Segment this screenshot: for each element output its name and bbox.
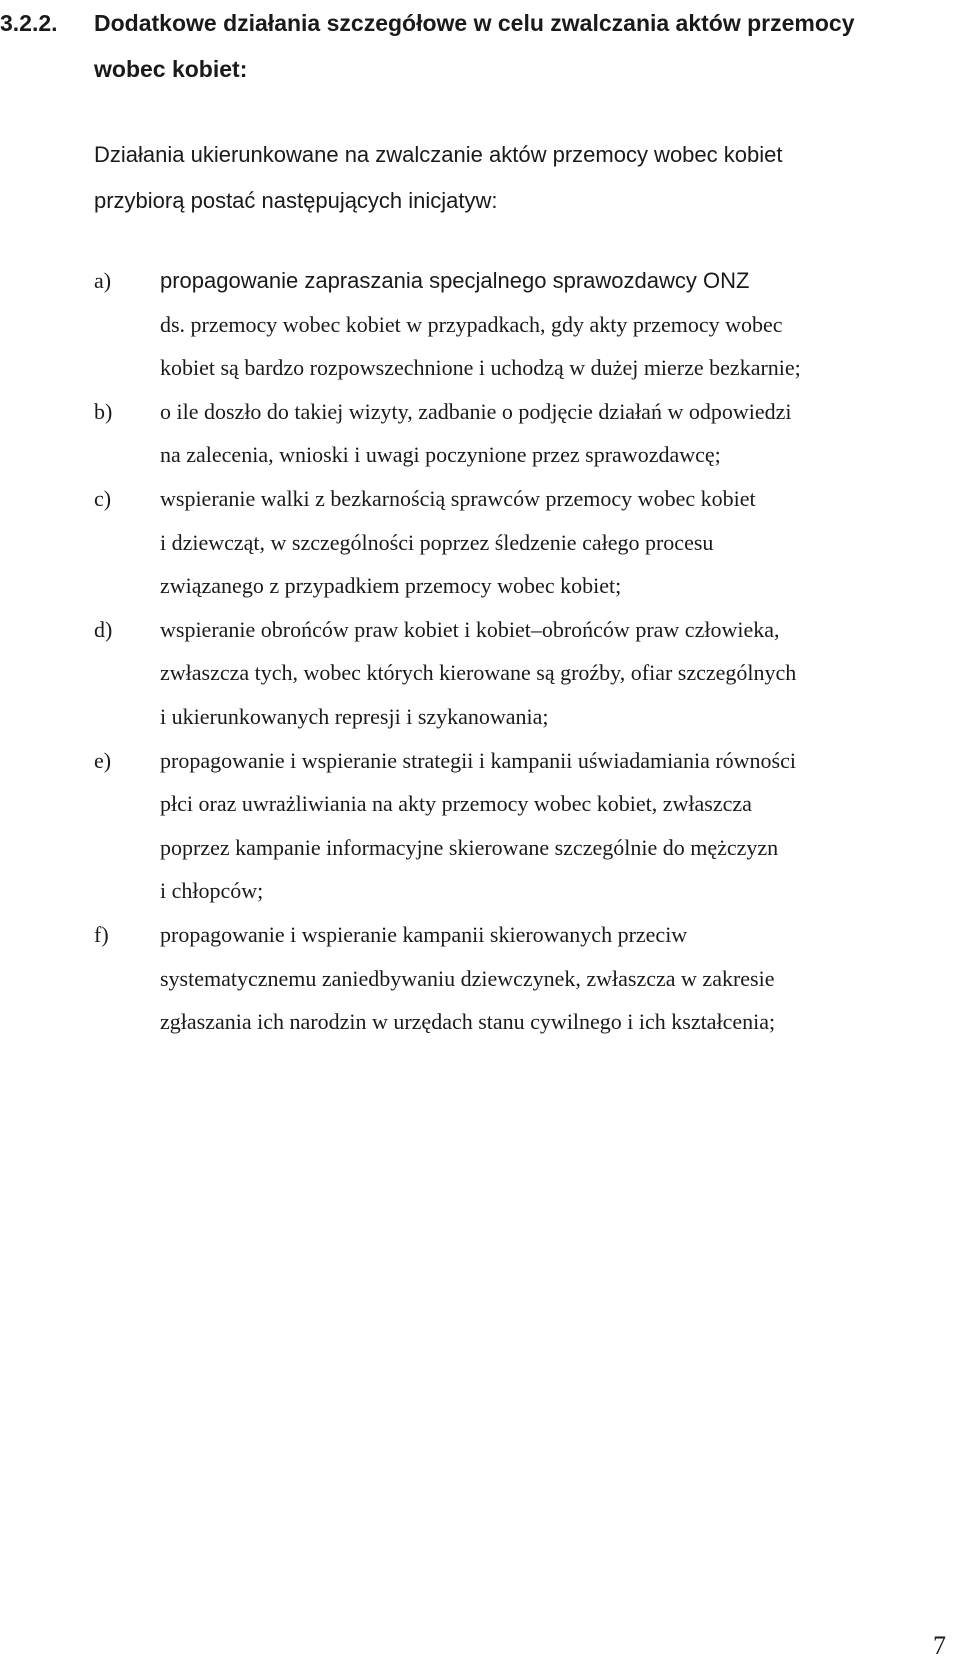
list-marker: c) (94, 485, 112, 511)
section-number: 3.2.2. (0, 10, 58, 36)
list-item-line: i dziewcząt, w szczególności poprzez śledzenie całego procesu (160, 529, 714, 555)
list-item-line: zwłaszcza tych, wobec których kierowane są groźby, ofiar szczególnych (160, 660, 797, 686)
list-item-line: ds. przemocy wobec kobiet w przypadkach, gdy akty przemocy wobec (160, 311, 783, 337)
list-marker: d) (94, 616, 113, 642)
list-marker: a) (94, 268, 112, 293)
section-title (94, 0, 900, 92)
list-item-line: i chłopców; (160, 878, 264, 904)
list-item-d (94, 608, 924, 739)
list-marker: f) (94, 921, 109, 947)
page-number: 7 (933, 1631, 946, 1660)
list-item-line: związanego z przypadkiem przemocy wobec kobiet; (160, 573, 622, 599)
list-item-line: zgłaszania ich narodzin w urzędach stanu cywilnego i ich kształcenia; (160, 1009, 776, 1035)
list-marker: b) (94, 398, 113, 424)
list-item-line: propagowanie zapraszania specjalnego sprawozdawcy ONZ (160, 268, 750, 293)
list-item-line: płci oraz uwrażliwiania na akty przemocy wobec kobiet, zwłaszcza (160, 791, 752, 817)
list-item-e (94, 739, 924, 913)
list-item-a (94, 259, 924, 390)
list-item-line: kobiet są bardzo rozpowszechnione i uchodzą w dużej mierze bezkarnie; (160, 355, 801, 381)
list-item-line: poprzez kampanie informacyjne skierowane szczególnie do mężczyzn (160, 834, 779, 860)
list-item-line: i ukierunkowanych represji i szykanowania; (160, 703, 549, 729)
list-item-line: propagowanie i wspieranie strategii i kampanii uświadamiania równości (160, 747, 796, 773)
section-title-line: wobec kobiet: (94, 56, 248, 82)
list-item-b (94, 390, 924, 477)
list-item-line: propagowanie i wspieranie kampanii skierowanych przeciw (160, 921, 688, 947)
list-item-line: na zalecenia, wnioski i uwagi poczynione przez sprawozdawcę; (160, 442, 721, 468)
list-item-c (94, 477, 924, 608)
intro-paragraph (94, 132, 914, 224)
list-marker: e) (94, 747, 112, 773)
initiatives-list (94, 259, 924, 1044)
intro-line: przybiorą postać następujących inicjatyw: (94, 188, 498, 213)
section-title-line: Dodatkowe działania szczegółowe w celu zwalczania aktów przemocy (94, 10, 855, 36)
list-item-line: wspieranie walki z bezkarnością sprawców przemocy wobec kobiet (160, 485, 756, 511)
section-heading (0, 0, 900, 92)
intro-line: Działania ukierunkowane na zwalczanie aktów przemocy wobec kobiet (94, 142, 783, 167)
list-item-line: systematycznemu zaniedbywaniu dziewczynek, zwłaszcza w zakresie (160, 965, 775, 991)
list-item-f (94, 913, 924, 1044)
list-item-line: wspieranie obrońców praw kobiet i kobiet–obrońców praw człowieka, (160, 616, 780, 642)
list-item-line: o ile doszło do takiej wizyty, zadbanie o podjęcie działań w odpowiedzi (160, 398, 792, 424)
